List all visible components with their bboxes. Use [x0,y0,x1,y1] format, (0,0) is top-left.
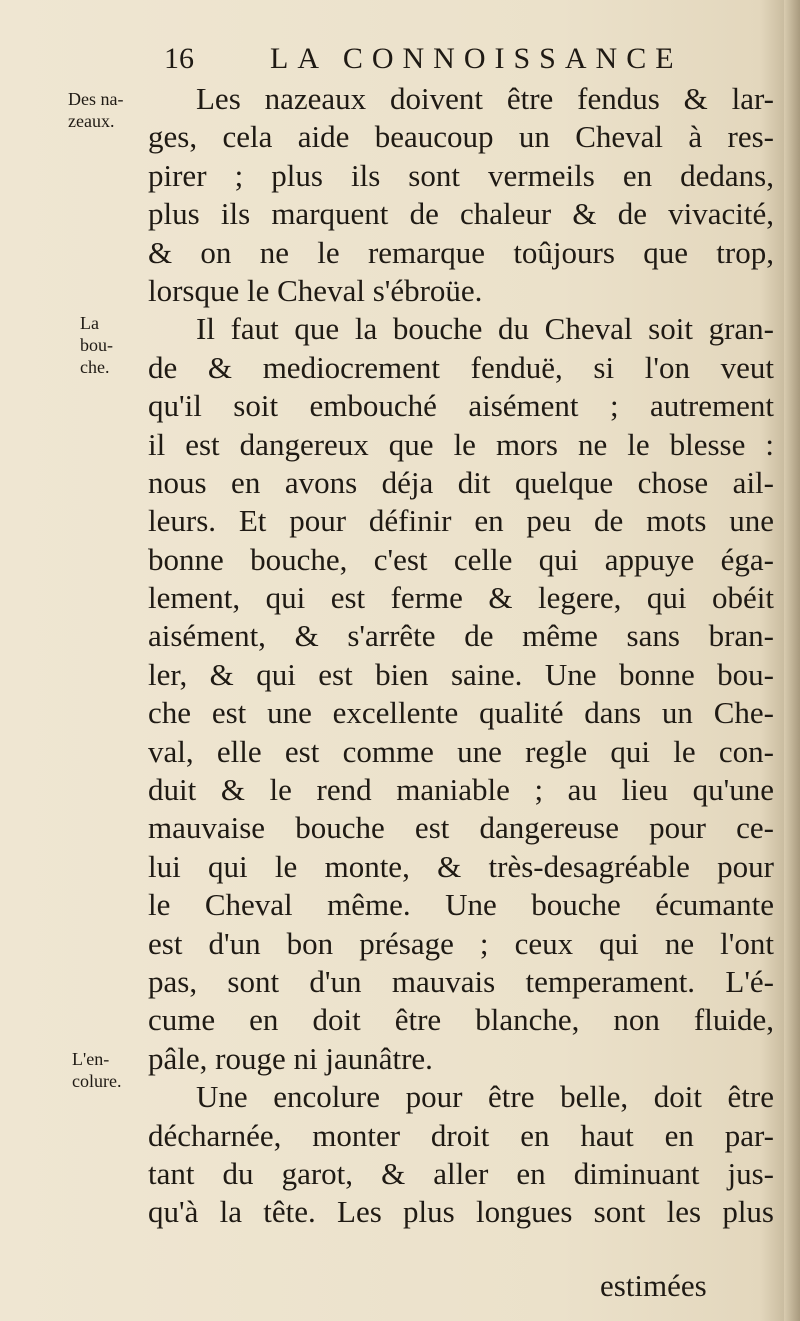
text-line: mauvaise bouche est dangereuse pour ce- [148,810,774,846]
text-line: il est dangereux que le mors ne le blesse : [148,426,774,462]
text-line: Une encolure pour être belle, doit être [196,1079,774,1115]
text-line: ler, & qui est bien saine. Une bonne bou- [148,656,774,692]
running-title: LA CONNOISSANCE [270,42,683,75]
text-line: de & mediocrement fenduë, si l'on veut [148,349,774,385]
text-line: val, elle est comme une regle qui le con- [148,733,774,769]
text-line: che est une excellente qualité dans un Che- [148,695,774,731]
text-line: lui qui le monte, & très-desagréable pour [148,848,774,884]
text-line: nous en avons déja dit quelque chose ail- [148,464,774,500]
text-line: cume en doit être blanche, non fluide, [148,1002,774,1038]
text-line: lorsque le Cheval s'ébroüe. [148,272,483,308]
text-line: Les nazeaux doivent être fendus & lar- [196,81,774,116]
page-edge [784,0,800,1321]
text-line: & on ne le remarque toûjours que trop, [148,234,774,270]
margin-note-bouche: La bou- che. [80,313,113,377]
page-number: 16 [164,42,194,75]
text-line: aisément, & s'arrête de même sans bran- [148,618,774,654]
body-text [148,80,774,1232]
text-line: lement, qui est ferme & legere, qui obéit [148,580,774,616]
text-line: est d'un bon présage ; ceux qui ne l'ont [148,925,774,961]
text-line: pâle, rouge ni jaunâtre. [148,1040,433,1076]
text-line: bonne bouche, c'est celle qui appuye éga- [148,541,774,577]
margin-note-nazeaux: Des na- zeaux. [68,89,124,131]
text-line: le Cheval même. Une bouche écumante [148,887,774,923]
text-line: ges, cela aide beaucoup un Cheval à res- [148,119,774,155]
text-line: décharnée, monter droit en haut en par- [148,1117,774,1153]
catchword: estimées [600,1268,707,1303]
text-line: pas, sont d'un mauvais temperament. L'é- [148,963,774,999]
text-line: qu'il soit embouché aisément ; autrement [148,388,774,424]
page-header [150,38,750,86]
text-line: pirer ; plus ils sont vermeils en dedans, [148,157,774,193]
text-line: duit & le rend maniable ; au lieu qu'une [148,772,774,808]
text-line: Il faut que la bouche du Cheval soit gran- [196,311,774,347]
text-line: plus ils marquent de chaleur & de vivacité, [148,196,774,232]
text-line: leurs. Et pour définir en peu de mots une [148,503,774,539]
margin-note-encolure: L'en- colure. [72,1049,122,1091]
text-line: tant du garot, & aller en diminuant jus- [148,1155,774,1191]
text-line: qu'à la tête. Les plus longues sont les plus [148,1194,774,1230]
